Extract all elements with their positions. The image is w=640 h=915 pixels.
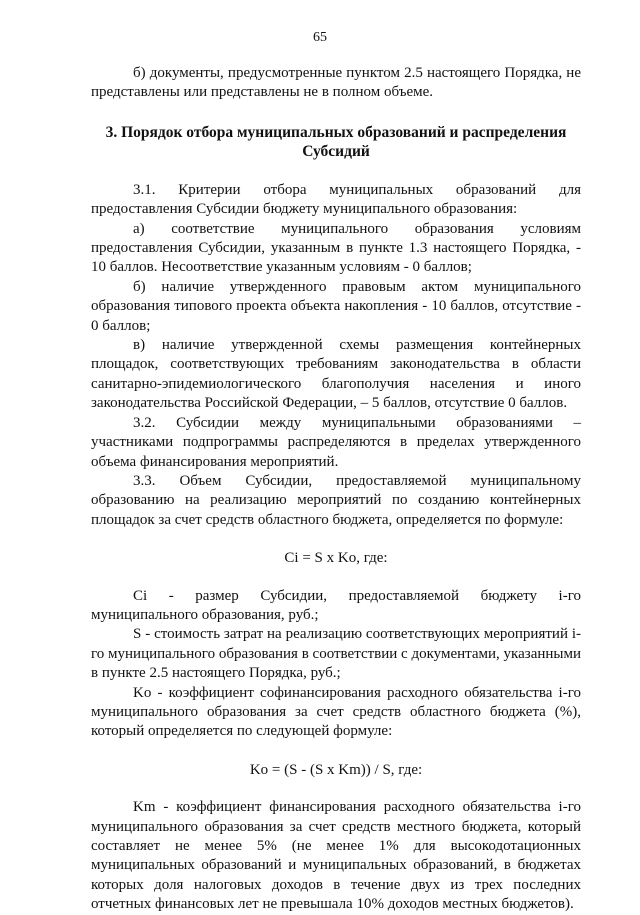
paragraph-3-3: 3.3. Объем Субсидии, предоставляемой муниципальному образованию на реализацию мероприятий по созданию контейнерных площадок за счет средств областного бюджета, определяется по формуле: (91, 472, 581, 528)
paragraph-3-1: 3.1. Критерии отбора муниципальных образований для предоставления Субсидии бюджету муниципального образования: (91, 181, 581, 218)
paragraph-3-1-b: б) наличие утвержденного правовым актом муниципального образования типового проекта объекта накопления - 10 баллов, отсутствие - 0 баллов; (91, 278, 581, 334)
definition-ko: Ko - коэффициент софинансирования расходного обязательства i-го муниципального образования за счет средств областного бюджета (%), который определяется по следующей формуле: (91, 684, 581, 740)
definition-km: Km - коэффициент финансирования расходного обязательства i-го муниципального образования за счет средств местного бюджета, который составляет не менее 5% (не менее 1% для высокодотационных муниципальных образований и муниципальных образований, в бюджетах которых доля налоговых доходов в течение двух из трех последних отчетных финансовых лет не превышала 10% доходов местных бюджетов). (91, 799, 581, 913)
definition-s: S - стоимость затрат на реализацию соответствующих мероприятий i-го муниципального образования в соответствии с документами, указанными в пункте 2.5 настоящего Порядка, руб.; (91, 626, 582, 682)
paragraph-item-b: б) документы, предусмотренные пунктом 2.5 настоящего Порядка, не представлены или представлены не в полном объеме. (91, 65, 581, 101)
formula-subsidy: Ci = S x Ko, где: (284, 550, 388, 567)
formula-coefficient: Ko = (S - (S x Km)) / S, где: (249, 761, 423, 778)
document-body (91, 64, 581, 915)
paragraph-3-1-v: в) наличие утвержденной схемы размещения контейнерных площадок, соответствующих требованиям законодательства в области санитарно-эпидемиологического благополучия населения и иного законодательства Российской Федерации, – 5 баллов, отсутствие 0 баллов. (91, 337, 581, 412)
paragraph-3-2: 3.2. Субсидии между муниципальными образованиями – участниками подпрограммы распределяются в пределах утвержденного объема финансирования мероприятий. (91, 414, 581, 470)
paragraph-3-1-a: а) соответствие муниципального образования условиям предоставления Субсидии, указанным в пункте 1.3 настоящего Порядка, - 10 баллов. Несоответствие указанным условиям - 0 баллов; (91, 220, 581, 276)
page-number: 65 (313, 30, 327, 45)
definition-ci: Ci - размер Субсидии, предоставляемой бюджету i-го муниципального образования, руб.; (91, 587, 581, 623)
section-heading: 3. Порядок отбора муниципальных образований и распределения Субсидий (105, 123, 567, 161)
